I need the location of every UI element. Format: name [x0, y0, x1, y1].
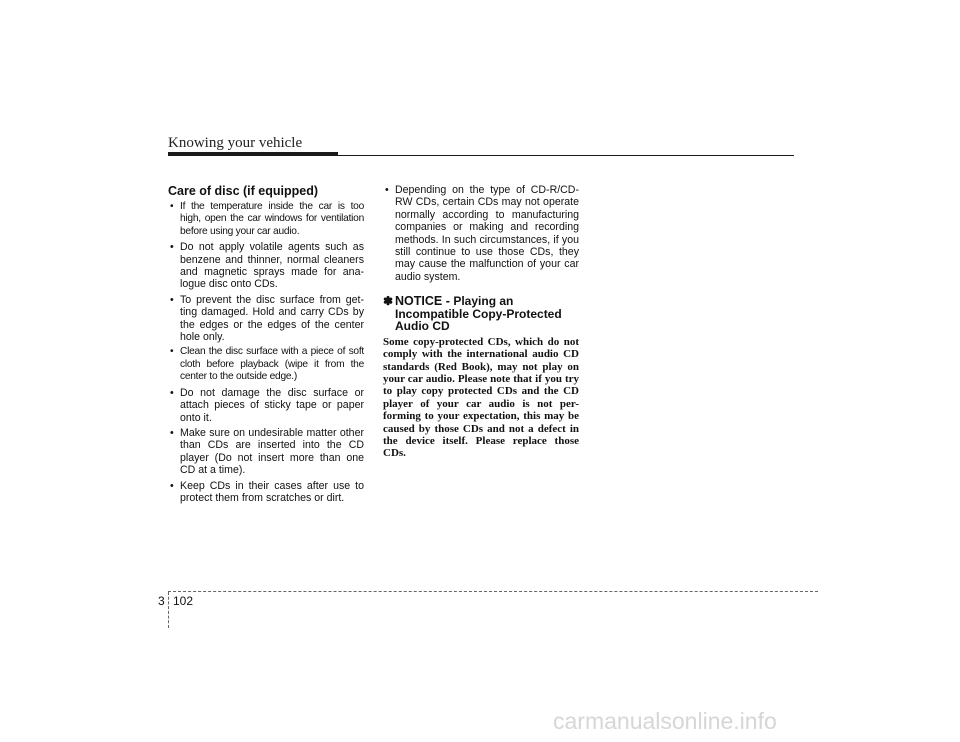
list-item: • Make sure on undesirable matter other than CDs are inserted into the CD player (Do not insert more than one CD at a time).	[168, 427, 364, 477]
list-item: • Depending on the type of CD-R/CD-RW CDs, certain CDs may not operate normally according to manufacturing companies or making and recording methods. In such circumstances, if you still continue to use those CDs, they may cause the malfunction of your car audio system.	[383, 184, 579, 283]
list-item: • Clean the disc surface with a piece of soft cloth before playback (wipe it from the center to the outside edge.)	[168, 346, 364, 383]
list-item: • To prevent the disc surface from get-ting damaged. Hold and carry CDs by the edges or the edges of the center hole only.	[168, 294, 364, 344]
footer-rule	[168, 591, 818, 592]
list-item: • Do not damage the disc surface or attach pieces of sticky tape or paper onto it.	[168, 387, 364, 424]
left-column	[168, 184, 364, 507]
header-accent-bar	[168, 152, 338, 156]
care-of-disc-list	[168, 201, 364, 504]
notice-star-icon: ✽	[383, 294, 394, 309]
footer-vertical-rule	[168, 592, 169, 628]
page-number: 102	[173, 594, 194, 608]
list-item: • If the temperature inside the car is too high, open the car windows for ventilation before using your car audio.	[168, 201, 364, 238]
section-header-title: Knowing your vehicle	[168, 135, 303, 151]
notice-label: NOTICE -	[395, 294, 450, 309]
notice-body: Some copy-protected CDs, which do not comply with the international audio CD standards (Red Book), may not play on your car audio. Please note that if you try to play copy protected CDs and the CD player of your car audio is not per-forming to your expectation, this may be caused by those CDs and not a defect in the device itself. Please replace those CDs.	[383, 335, 579, 460]
care-of-disc-heading: Care of disc (if equipped)	[168, 184, 319, 198]
cd-type-list	[383, 184, 579, 283]
chapter-number: 3	[158, 594, 165, 608]
middle-column	[383, 184, 579, 460]
list-item: • Do not apply volatile agents such as benzene and thinner, normal cleaners and magnetic sprays made for ana-logue disc onto CDs.	[168, 241, 364, 291]
header-rule	[338, 155, 794, 156]
notice-title	[383, 295, 579, 333]
list-item: • Keep CDs in their cases after use to protect them from scratches or dirt.	[168, 480, 364, 505]
watermark: carmanualsonline.info	[553, 708, 777, 734]
notice-subtitle: Playing an Incompatible Copy-Protected Audio CD	[395, 294, 562, 334]
